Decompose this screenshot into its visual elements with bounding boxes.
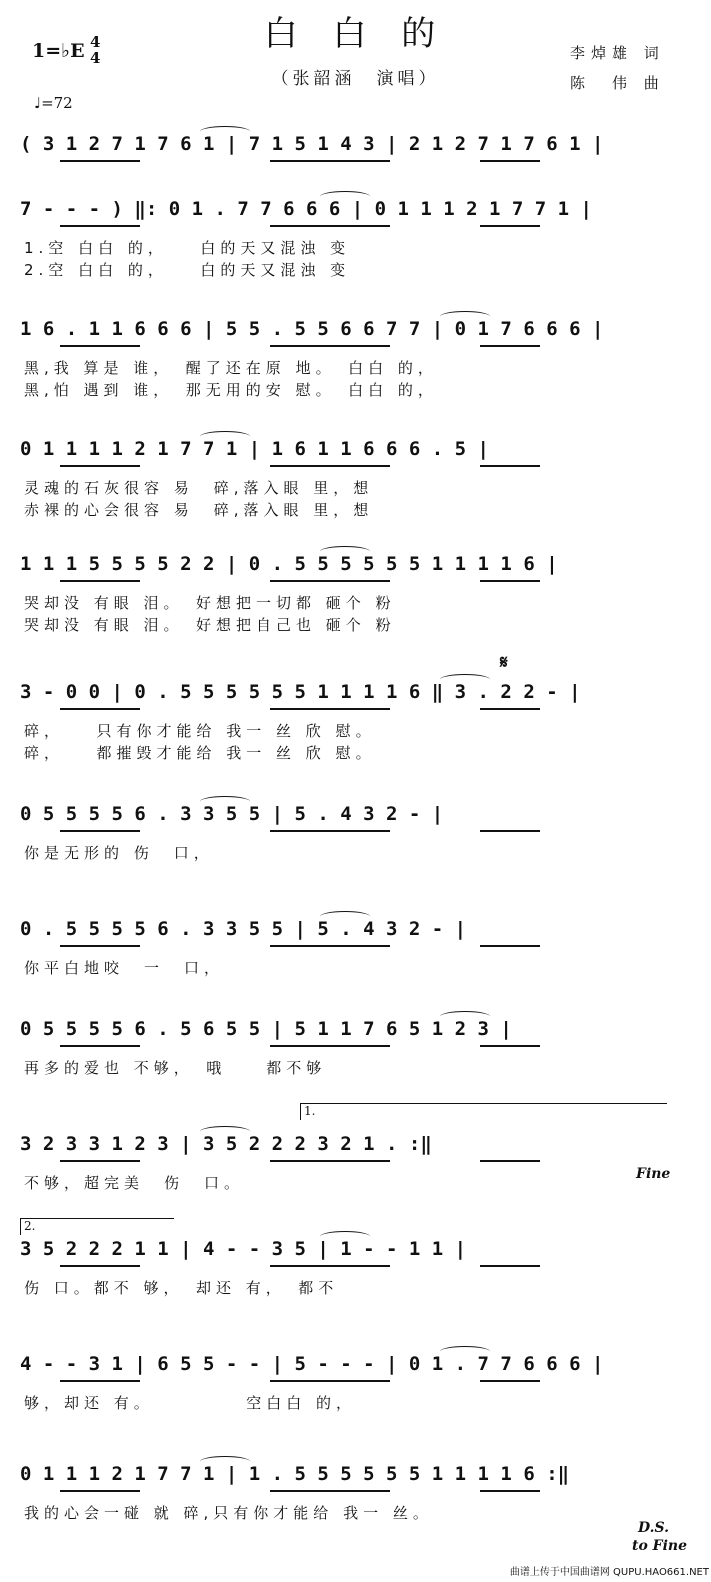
lyric-line: 1.空 白白 的， 白的天又混浊 变	[24, 239, 351, 257]
beam-underline	[60, 160, 140, 162]
score-system	[20, 550, 660, 636]
slur-arc	[320, 191, 370, 202]
slur-arc	[440, 674, 490, 685]
lyric-line: 黑,我 算是 谁， 醒了还在原 地。 白白 的，	[24, 359, 438, 377]
notation-line: 4 - - 3 1 | 6 5 5 - - | 5 - - - | 0 1 . 7 7 6 6 6 |	[20, 1353, 604, 1375]
time-signature-bottom: 4	[90, 49, 101, 67]
composer-credit: 陈 伟 曲	[570, 74, 665, 92]
score-system	[20, 915, 660, 979]
lyric-line: 伤 口。都不 够， 却还 有， 都不	[24, 1279, 339, 1297]
slur-arc	[200, 1456, 250, 1467]
slur-arc	[200, 796, 250, 807]
lyric-line: 再多的爱也 不够， 哦 都不够	[24, 1059, 327, 1077]
slur-arc	[440, 1011, 490, 1022]
beam-underline	[270, 1490, 390, 1492]
lyric-line: 灵魂的石灰很容 易 碎,落入眼 里，想	[24, 479, 374, 497]
beam-underline	[270, 1160, 390, 1162]
notation-line: 3 2 3 3 1 2 3 | 3 5 2 2 2 3 2 1 . :‖	[20, 1133, 432, 1155]
beam-underline	[480, 1045, 540, 1047]
beam-underline	[270, 345, 390, 347]
beam-underline	[60, 580, 140, 582]
tempo-marking: ♩=72	[34, 94, 73, 112]
slur-arc	[200, 431, 250, 442]
score-system	[20, 315, 660, 401]
score-system	[20, 1235, 660, 1299]
beam-underline	[60, 465, 140, 467]
lyric-line: 你是无形的 伤 口，	[24, 844, 214, 862]
beam-underline	[270, 1380, 390, 1382]
beam-underline	[480, 1265, 540, 1267]
time-signature	[90, 34, 100, 66]
beam-underline	[480, 945, 540, 947]
slur-arc	[200, 1126, 250, 1137]
notation-line: 7 - - - ) ‖: 0 1 . 7 7 6 6 6 | 0 1 1 1 2 1 7 7 1 |	[20, 198, 592, 220]
beam-underline	[480, 580, 540, 582]
beam-underline	[60, 225, 140, 227]
beam-underline	[60, 945, 140, 947]
beam-underline	[60, 1380, 140, 1382]
beam-underline	[480, 708, 540, 710]
score-system	[20, 800, 660, 864]
slur-arc	[320, 546, 370, 557]
slur-arc	[200, 126, 250, 137]
slur-arc	[440, 311, 490, 322]
beam-underline	[60, 345, 140, 347]
time-signature-top: 4	[90, 33, 101, 51]
beam-underline	[60, 1490, 140, 1492]
notation-line: 3 5 2 2 2 1 1 | 4 - - 3 5 | 1 - - 1 1 |	[20, 1238, 467, 1260]
slur-arc	[440, 1346, 490, 1357]
key-signature: 1=♭E	[32, 40, 85, 62]
lyric-line: 哭却没 有眼 泪。 好想把自己也 砸个 粉	[24, 616, 396, 634]
score-system	[20, 130, 660, 158]
beam-underline	[480, 465, 540, 467]
lyric-line: 你平白地咬 一 口，	[24, 959, 225, 977]
notation-line: 0 5 5 5 5 6 . 5 6 5 5 | 5 1 1 7 6 5 1 2 3 |	[20, 1018, 512, 1040]
beam-underline	[480, 345, 540, 347]
lyricist-credit: 李焯雄 词	[570, 44, 665, 62]
beam-underline	[270, 945, 390, 947]
beam-underline	[480, 225, 540, 227]
beam-underline	[270, 830, 390, 832]
lyric-line: 我的心会一碰 就 碎,只有你才能给 我一 丝。	[24, 1504, 433, 1522]
beam-underline	[60, 1045, 140, 1047]
notation-line: 0 1 1 1 1 2 1 7 7 1 | 1 6 1 1 6 6 6 . 5 |	[20, 438, 489, 460]
ds-mark: D.S.	[638, 1520, 670, 1536]
fine-mark: Fine	[636, 1166, 671, 1182]
beam-underline	[270, 1045, 390, 1047]
score-system	[20, 1460, 660, 1524]
notation-line: ( 3 1 2 7 1 7 6 1 | 7 1 5 1 4 3 | 2 1 2 7 1 7 6 1 |	[20, 133, 604, 155]
notation-line: 0 1 1 1 2 1 7 7 1 | 1 . 5 5 5 5 5 5 1 1 1 1 6 :‖	[20, 1463, 570, 1485]
volta-1: 1.	[300, 1103, 667, 1120]
lyric-line: 碎， 都摧毁才能给 我一 丝 欣 慰。	[24, 744, 376, 762]
score-system	[20, 1130, 660, 1194]
beam-underline	[480, 1380, 540, 1382]
score-system	[20, 1350, 660, 1414]
lyric-line: 赤裸的心会很容 易 碎,落入眼 里，想	[24, 501, 374, 519]
volta-2: 2.	[20, 1218, 174, 1235]
notation-line: 3 - 0 0 | 0 . 5 5 5 5 5 5 1 1 1 1 6 ‖ 3 . 2 2 - |	[20, 681, 581, 703]
notation-line: 0 5 5 5 5 6 . 3 3 5 5 | 5 . 4 3 2 - |	[20, 803, 444, 825]
lyric-line: 不够，超完美 伤 口。	[24, 1174, 245, 1192]
beam-underline	[270, 225, 390, 227]
notation-line: 1 6 . 1 1 6 6 6 | 5 5 . 5 5 6 6 7 7 | 0 1 7 6 6 6 |	[20, 318, 604, 340]
beam-underline	[60, 1160, 140, 1162]
beam-underline	[270, 708, 390, 710]
site-footer: 曲谱上传于中国曲谱网 QUPU.HAO661.NET	[509, 1567, 709, 1578]
lyric-line: 2.空 白白 的， 白的天又混浊 变	[24, 261, 351, 279]
segno-mark: 𝄋	[500, 652, 508, 673]
beam-underline	[480, 160, 540, 162]
beam-underline	[270, 160, 390, 162]
notation-line: 1 1 1 5 5 5 5 2 2 | 0 . 5 5 5 5 5 5 1 1 1 1 6 |	[20, 553, 558, 575]
notation-line: 0 . 5 5 5 5 6 . 3 3 5 5 | 5 . 4 3 2 - |	[20, 918, 467, 940]
beam-underline	[480, 1160, 540, 1162]
score-system	[20, 195, 660, 281]
beam-underline	[60, 830, 140, 832]
score-system	[20, 1015, 660, 1079]
slur-arc	[320, 1231, 370, 1242]
beam-underline	[270, 580, 390, 582]
performer-credit: （张韶涵 演唱）	[271, 69, 440, 89]
beam-underline	[60, 708, 140, 710]
beam-underline	[60, 1265, 140, 1267]
score-system	[20, 435, 660, 521]
lyric-line: 黑,怕 遇到 谁， 那无用的安 慰。 白白 的，	[24, 381, 438, 399]
lyric-line: 碎， 只有你才能给 我一 丝 欣 慰。	[24, 722, 376, 740]
beam-underline	[270, 465, 390, 467]
score-system	[20, 678, 660, 764]
beam-underline	[270, 1265, 390, 1267]
slur-arc	[320, 911, 370, 922]
beam-underline	[480, 1490, 540, 1492]
beam-underline	[480, 830, 540, 832]
to-fine-mark: to Fine	[632, 1538, 688, 1554]
lyric-line: 哭却没 有眼 泪。 好想把一切都 砸个 粉	[24, 594, 396, 612]
page-title: 白 白 的	[263, 14, 448, 54]
lyric-line: 够，却还 有。 空白白 的，	[24, 1394, 357, 1412]
